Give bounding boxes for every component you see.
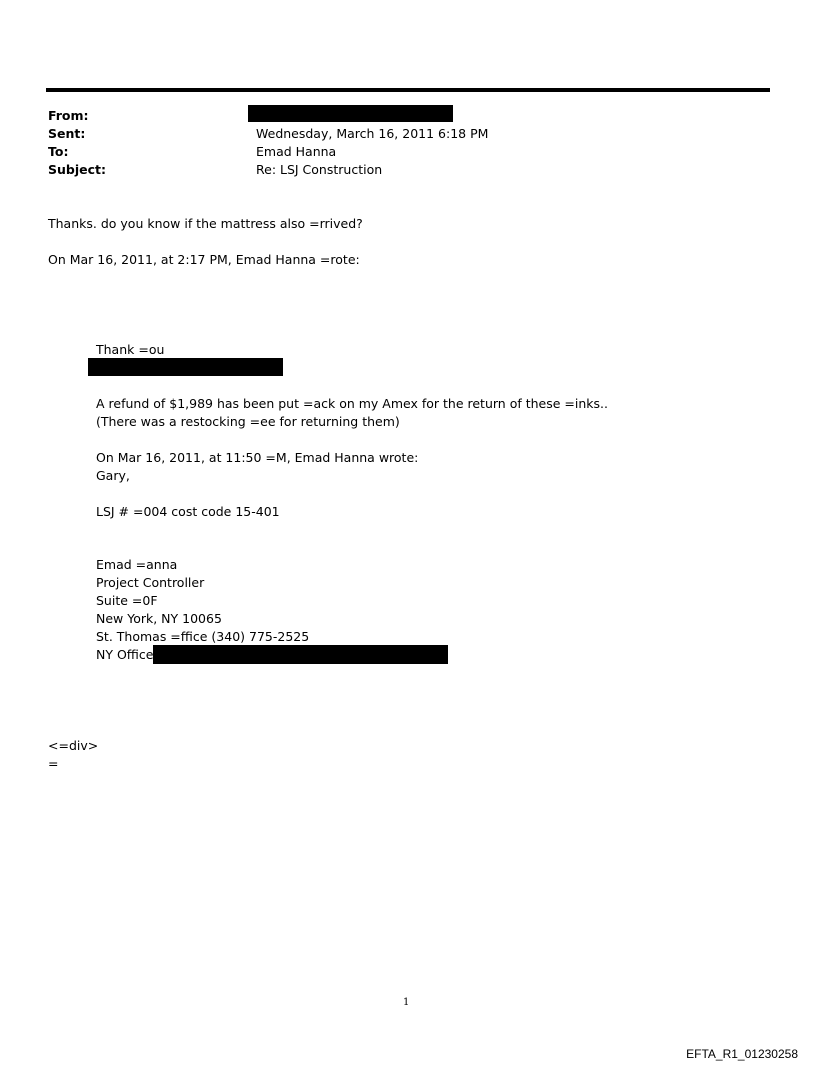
quote2-intro: On Mar 16, 2011, at 11:50 =M, Emad Hanna wrote: <box>96 450 419 465</box>
greeting: Gary, <box>96 468 130 483</box>
refund-line-1: A refund of $1,989 has been put =ack on my Amex for the return of these =inks.. <box>96 396 608 411</box>
from-label: From: <box>48 108 89 123</box>
lsj-cost-code-line: LSJ # =004 cost code 15-401 <box>96 504 280 519</box>
sent-label: Sent: <box>48 126 86 141</box>
reply-line: Thanks. do you know if the mattress also =rrived? <box>48 216 363 231</box>
sent-value: Wednesday, March 16, 2011 6:18 PM <box>256 126 489 141</box>
div-tag-text: <=div> <box>48 738 99 753</box>
bates-number: EFTA_R1_01230258 <box>686 1047 798 1061</box>
subject-label: Subject: <box>48 162 106 177</box>
signature-name: Emad =anna <box>96 557 178 572</box>
signature-ny-office: NY Office <box>96 647 154 662</box>
signature-suite: Suite =0F <box>96 593 158 608</box>
signature-st-thomas-office: St. Thomas =ffice (340) 775-2525 <box>96 629 310 644</box>
page-number: 1 <box>403 997 410 1008</box>
signature-redaction <box>88 358 283 376</box>
to-value: Emad Hanna <box>256 144 337 159</box>
header-rule <box>46 88 770 92</box>
ny-office-redaction <box>153 645 448 664</box>
subject-value: Re: LSJ Construction <box>256 162 383 177</box>
refund-line-2: (There was a restocking =ee for returning them) <box>96 414 400 429</box>
thank-you-line: Thank =ou <box>96 342 165 357</box>
signature-title: Project Controller <box>96 575 205 590</box>
quote-intro: On Mar 16, 2011, at 2:17 PM, Emad Hanna =rote: <box>48 252 360 267</box>
equals-text: = <box>48 756 59 771</box>
from-redaction <box>248 105 453 122</box>
signature-city: New York, NY 10065 <box>96 611 222 626</box>
to-label: To: <box>48 144 69 159</box>
